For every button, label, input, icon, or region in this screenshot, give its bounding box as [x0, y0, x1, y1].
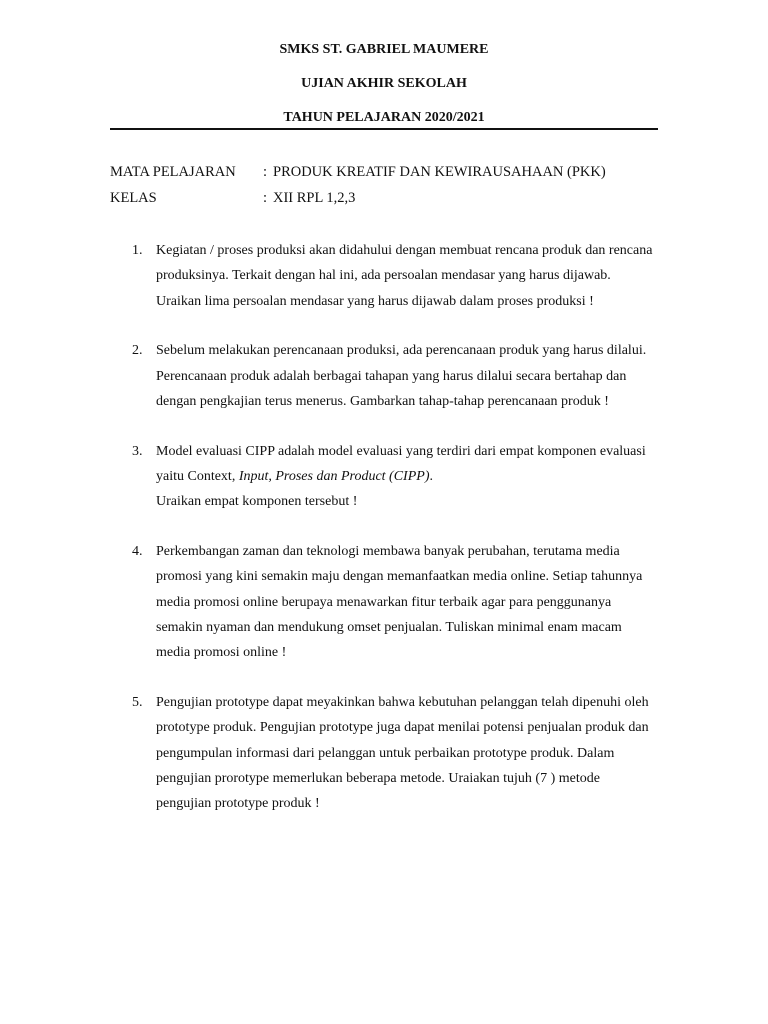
academic-year: TAHUN PELAJARAN 2020/2021: [283, 110, 485, 125]
question-number: 3.: [132, 443, 143, 459]
question-text-part: Model evaluasi CIPP adalah model evaluasi yang terdiri dari empat komponen evaluasi yaitu Context,: [156, 443, 646, 485]
question-1: [110, 238, 658, 314]
subject-value: PRODUK KREATIF DAN KEWIRAUSAHAAN (PKK): [273, 164, 606, 180]
question-2: [110, 338, 658, 414]
question-number: 2.: [132, 343, 143, 359]
question-text: [156, 439, 658, 515]
subject-row: [110, 162, 658, 188]
subject-label: MATA PELAJARAN: [110, 164, 236, 180]
exam-meta: [110, 162, 658, 214]
question-text: Sebelum melakukan perencanaan produksi, ada perencanaan produk yang harus dilalui. Perencanaan produk adalah berbagai tahapan yang harus dilalui secara bertahap dan dengan pengkajian terus menerus. Gambarkan tahap-tahap perencanaan produk !: [156, 343, 647, 409]
question-text: Pengujian prototype dapat meyakinkan bahwa kebutuhan pelanggan telah dipenuhi oleh prototype produk. Pengujian prototype juga dapat menilai potensi penjualan produk dan pengumpulan informasi dari pelanggan untuk perbaikan prototype produk. Dalam pengujian prorotype memerlukan beberapa metode. Uraiakan tujuh (7 ) metode pengujian prototype produk !: [156, 695, 649, 812]
subject-separator: :: [263, 164, 268, 180]
question-5: [110, 690, 658, 816]
class-label: KELAS: [110, 190, 157, 206]
question-text: Kegiatan / proses produksi akan didahului dengan membuat rencana produk dan rencana produksinya. Terkait dengan hal ini, ada persoalan mendasar yang harus dijawab. Uraikan lima persoalan mendasar yang harus dijawab dalam proses produksi !: [156, 243, 653, 309]
question-instruction: Uraikan empat komponen tersebut !: [156, 494, 358, 510]
header-divider: [110, 128, 658, 130]
exam-title: UJIAN AKHIR SEKOLAH: [301, 76, 467, 91]
question-text-italic: Input, Proses dan Product (CIPP): [238, 469, 430, 485]
question-list: [110, 238, 658, 841]
question-number: 5.: [132, 695, 143, 711]
question-number: 4.: [132, 544, 143, 560]
class-separator: :: [263, 190, 268, 206]
question-number: 1.: [132, 243, 143, 258]
question-text-end: .: [429, 469, 433, 485]
class-value: XII RPL 1,2,3: [273, 190, 356, 206]
class-row: [110, 188, 658, 214]
question-3: [110, 439, 658, 515]
question-4: [110, 539, 658, 665]
school-name: SMKS ST. GABRIEL MAUMERE: [279, 42, 489, 57]
document-header: [110, 40, 658, 142]
question-text: Perkembangan zaman dan teknologi membawa banyak perubahan, terutama media promosi yang kini semakin maju dengan memanfaatkan media online. Setiap tahunnya media promosi online berupaya menawarkan fitur terbaik agar para penggunanya semakin nyaman dan mendukung omset penjualan. Tuliskan minimal enam macam media promosi online !: [156, 544, 643, 661]
